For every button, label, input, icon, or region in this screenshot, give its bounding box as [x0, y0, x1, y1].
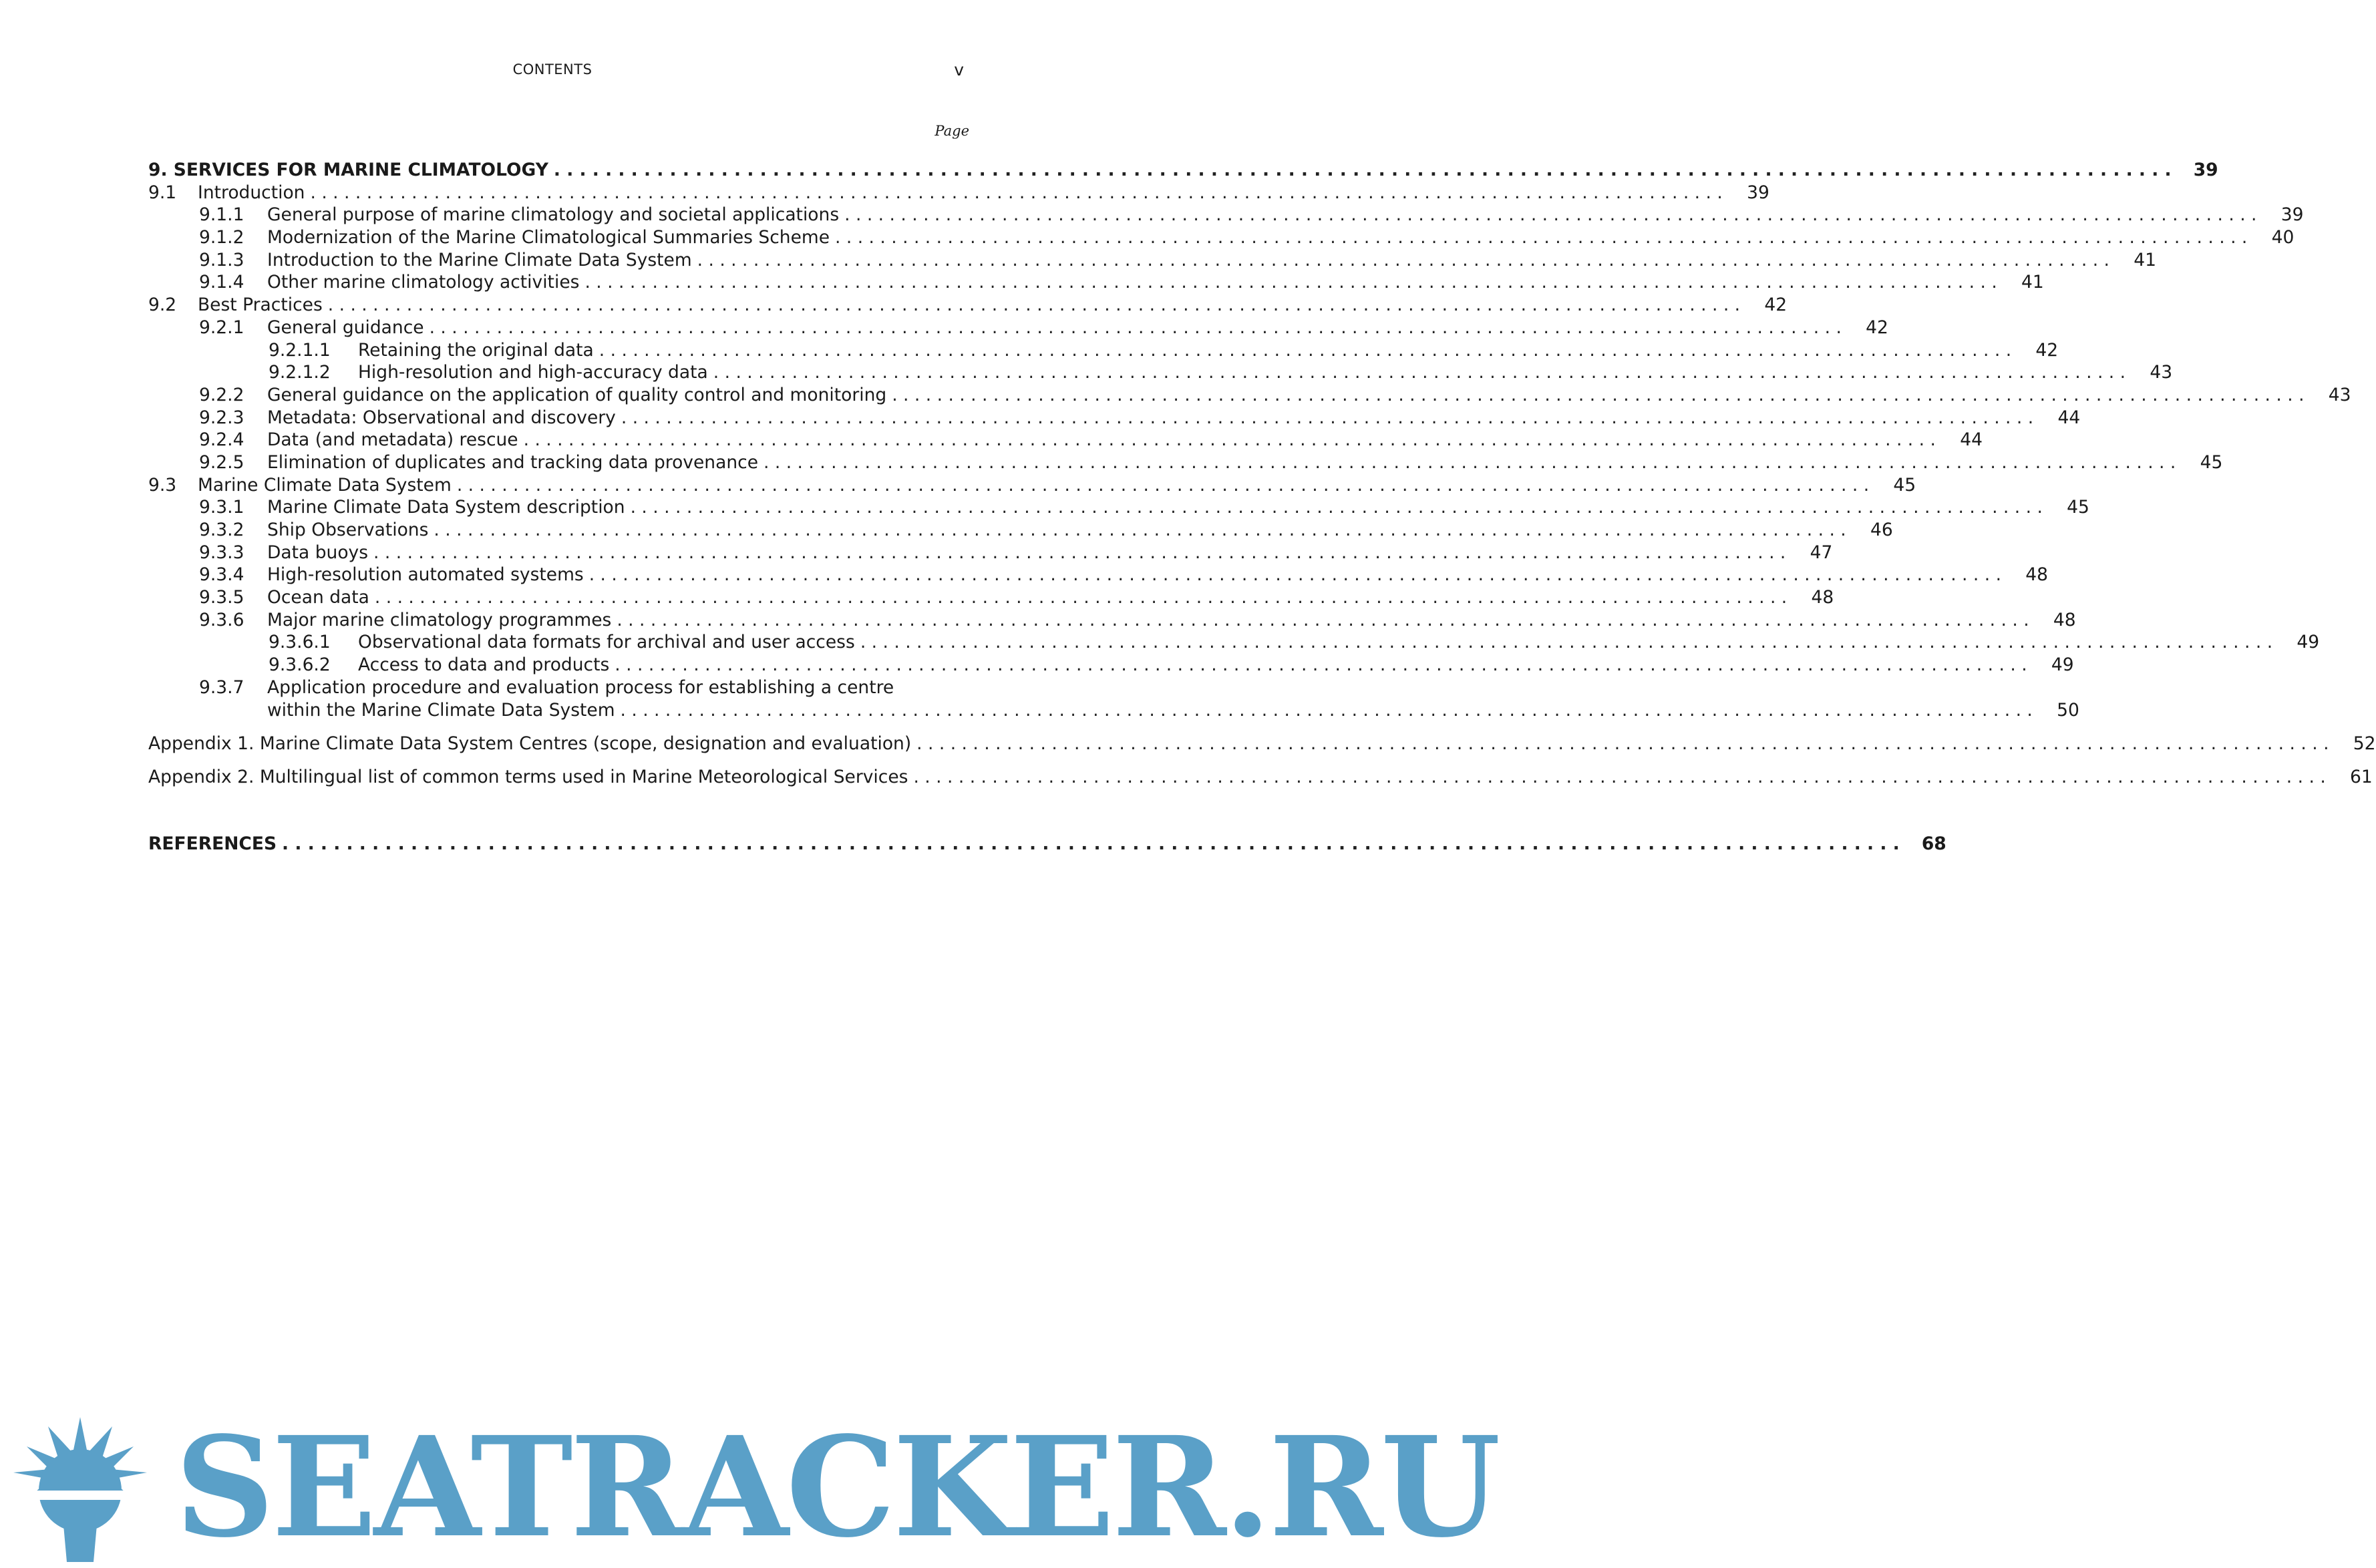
dot-leader: [310, 182, 1742, 204]
toc-entry-number: 9.1: [148, 182, 177, 203]
toc-entry-text: Retaining the original data: [358, 339, 594, 361]
toc-entry-page: 47: [1810, 542, 1833, 563]
toc-entry-text: Ship Observations: [267, 520, 429, 540]
toc-entry-number: 9.3.3: [199, 542, 244, 563]
toc-entry-page: 68: [1921, 833, 1946, 854]
toc-entry-page: 41: [2021, 272, 2044, 293]
toc-entry-page: 48: [2053, 609, 2076, 630]
toc-entry-text: Other marine climatology activities: [267, 272, 580, 293]
toc-entry-text: Modernization of the Marine Climatological Summaries Scheme: [267, 227, 830, 248]
toc-entry-9-1-4[interactable]: [148, 271, 2044, 294]
toc-entry-page: 39: [2193, 160, 2218, 180]
dot-leader: [328, 294, 1760, 317]
toc-entry-page: 43: [2328, 384, 2351, 405]
toc-entry-number: 9.2.1: [199, 317, 244, 338]
toc-entry-9-1[interactable]: [148, 182, 1769, 204]
toc-entry-number: 9.1.4: [199, 272, 244, 293]
dot-leader: [375, 586, 1807, 609]
dot-leader: [430, 317, 1862, 339]
toc-entry-9-3-4[interactable]: [148, 564, 2049, 586]
toc-entry-page: 49: [2051, 654, 2074, 676]
toc-entry-page: 43: [2150, 362, 2173, 383]
toc-entry-9-3-3[interactable]: [148, 542, 1833, 564]
toc-entry-page: 48: [2025, 564, 2049, 586]
toc-entry-number: 9.1.2: [199, 227, 244, 248]
toc-entry-page: 61: [2350, 766, 2373, 787]
toc-entry-text: Elimination of duplicates and tracking data provenance: [267, 451, 758, 473]
toc-entry-text: Ocean data: [267, 587, 369, 608]
toc-entry-page: 45: [1893, 474, 1916, 496]
toc-references[interactable]: [148, 833, 1946, 855]
toc-entry-page: 40: [2271, 227, 2295, 248]
toc-entry-9-2-3[interactable]: [148, 407, 2081, 429]
toc-entry-number: 9.2.1.1: [269, 339, 331, 361]
dot-leader: [763, 451, 2196, 474]
dot-leader: [916, 733, 2349, 755]
toc-entry-9-2-1-2[interactable]: [148, 361, 2173, 384]
toc-entry-9-3-6-2[interactable]: [148, 654, 2074, 676]
toc-entry-number: 9.3.2: [199, 520, 244, 540]
toc-entry-number: 9.3: [148, 474, 177, 496]
dot-leader: [282, 833, 1920, 855]
toc-entry-page: 39: [2280, 204, 2304, 226]
dot-leader: [599, 339, 2031, 362]
toc-entry-page: 46: [1870, 520, 1893, 540]
toc-entry-text: Data buoys: [267, 542, 369, 563]
toc-entry-page: 44: [2057, 407, 2081, 428]
dot-leader: [892, 384, 2324, 407]
toc-entry-text: High-resolution and high-accuracy data: [358, 362, 708, 383]
toc-entry-number: 9.3.1: [199, 497, 244, 518]
toc-entry-text: Data (and metadata) rescue: [267, 429, 518, 451]
toc-entry-text: Appendix 2. Multilingual list of common terms used in Marine Meteorological Services: [148, 766, 908, 787]
dot-leader: [554, 159, 2192, 182]
toc-entry-9-3-1[interactable]: [148, 496, 2089, 519]
toc-entry-9[interactable]: [148, 159, 2218, 182]
toc-entry-number: 9.2: [148, 295, 177, 316]
toc-entry-text: Access to data and products: [358, 654, 610, 676]
toc-entry-text: Introduction: [198, 182, 305, 203]
toc-entry-number: 9.3.6.1: [269, 632, 331, 653]
toc-entry-text: Metadata: Observational and discovery: [267, 407, 616, 428]
toc-entry-text: Observational data formats for archival and user access: [358, 632, 855, 653]
toc-entry-text: Introduction to the Marine Climate Data System: [267, 249, 692, 270]
toc-entry-9-2-1-1[interactable]: [148, 339, 2059, 362]
dot-leader: [615, 654, 2047, 676]
toc-entry-page: 41: [2134, 249, 2156, 270]
toc-entry-number: 9.3.6.2: [269, 654, 331, 676]
toc-entry-page: 42: [1764, 295, 1788, 316]
toc-entry-9-3[interactable]: [148, 474, 1916, 497]
dot-leader: [457, 474, 1889, 497]
page-number: v: [954, 60, 964, 79]
toc-entry-text: General guidance: [267, 317, 424, 338]
toc-entry-page: 45: [2200, 451, 2223, 473]
toc-entry-9-3-6-1[interactable]: [148, 631, 2320, 654]
dot-leader: [373, 542, 1806, 564]
dot-leader: [697, 249, 2130, 272]
toc-entry-text: Marine Climate Data System description: [267, 497, 625, 518]
toc-entry-page: 42: [2035, 339, 2059, 361]
toc-entry-text: 9. SERVICES FOR MARINE CLIMATOLOGY: [148, 160, 548, 180]
toc-entry-text: Marine Climate Data System: [198, 474, 452, 496]
dot-leader: [860, 631, 2293, 654]
toc-entry-text: Appendix 1. Marine Climate Data System Centres (scope, designation and evaluation): [148, 733, 912, 755]
dot-leader: [434, 519, 1866, 542]
dot-leader: [835, 226, 2267, 249]
table-of-contents: [148, 159, 2376, 855]
toc-entry-9-1-1[interactable]: [148, 204, 2304, 226]
toc-entry-number: 9.2.3: [199, 407, 244, 428]
toc-entry-page: 44: [1960, 429, 1983, 451]
dot-leader: [617, 609, 2049, 632]
dot-leader: [713, 361, 2146, 384]
toc-entry-number: 9.1.1: [199, 204, 244, 226]
toc-entry-text: General purpose of marine climatology and societal applications: [267, 204, 840, 226]
toc-entry-9-2-5[interactable]: [148, 451, 2223, 474]
toc-entry-number: 9.2.1.2: [269, 362, 331, 383]
page-column-label: Page: [935, 123, 969, 139]
toc-entry-number: 9.3.7: [199, 676, 244, 698]
toc-entry-text: Best Practices: [198, 295, 323, 316]
toc-entry-text: REFERENCES: [148, 833, 277, 854]
dot-leader: [589, 564, 2021, 586]
toc-entry-9-3-2[interactable]: [148, 519, 1893, 542]
dot-leader: [584, 271, 2017, 294]
toc-entry-text: General guidance on the application of quality control and monitoring: [267, 384, 887, 405]
toc-entry-number: 9.2.2: [199, 384, 244, 405]
toc-appendix-2[interactable]: [148, 766, 2373, 789]
toc-entry-page: 52: [2353, 733, 2376, 755]
toc-entry-page: 42: [1866, 317, 1888, 338]
dot-leader: [621, 699, 2053, 722]
toc-entry-9-3-7[interactable]: [148, 676, 970, 699]
toc-entry-number: 9.2.5: [199, 451, 244, 473]
dot-leader: [913, 766, 2345, 789]
dot-leader: [631, 496, 2063, 519]
toc-entry-number: 9.3.6: [199, 609, 244, 630]
toc-entry-text: Application procedure and evaluation process for establishing a centre: [267, 676, 894, 698]
toc-entry-number: 9.2.4: [199, 429, 244, 451]
toc-entry-9-2[interactable]: [148, 294, 1788, 317]
toc-appendix-1[interactable]: [148, 733, 2376, 755]
running-header-title: CONTENTS: [512, 61, 592, 77]
toc-entry-page: 48: [1811, 587, 1834, 608]
toc-entry-page: 45: [2067, 497, 2089, 518]
toc-entry-number: 9.1.3: [199, 249, 244, 270]
toc-entry-9-3-6[interactable]: [148, 609, 2076, 632]
toc-entry-text: Major marine climatology programmes: [267, 609, 612, 630]
toc-entry-page: 50: [2057, 699, 2079, 721]
toc-entry-text: within the Marine Climate Data System: [267, 699, 615, 721]
dot-leader: [621, 407, 2053, 429]
toc-entry-9-2-1[interactable]: [148, 317, 1888, 339]
toc-entry-text: High-resolution automated systems: [267, 564, 584, 586]
toc-entry-9-1-3[interactable]: [148, 249, 2156, 272]
dot-leader: [844, 204, 2276, 226]
toc-entry-page: 49: [2297, 632, 2320, 653]
toc-entry-number: 9.3.5: [199, 587, 244, 608]
toc-entry-9-3-7-continued[interactable]: [148, 699, 2079, 722]
dot-leader: [524, 429, 1956, 451]
toc-entry-9-1-2[interactable]: [148, 226, 2295, 249]
toc-entry-page: 39: [1747, 182, 1769, 203]
toc-entry-9-2-2[interactable]: [148, 384, 2351, 407]
toc-entry-9-3-5[interactable]: [148, 586, 1834, 609]
watermark-text: SEATRACKER.RU: [175, 1406, 1498, 1568]
toc-entry-9-2-4[interactable]: [148, 429, 1983, 451]
toc-entry-number: 9.3.4: [199, 564, 244, 586]
